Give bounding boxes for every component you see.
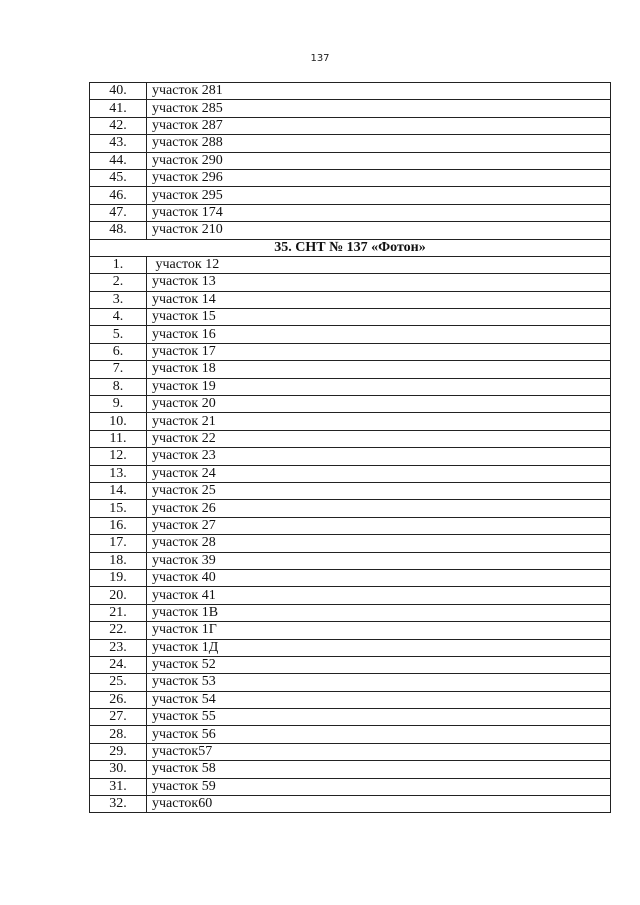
table-row xyxy=(90,413,611,430)
row-number: 22. xyxy=(90,622,147,639)
table-row xyxy=(90,83,611,100)
table-row xyxy=(90,552,611,569)
table-row xyxy=(90,430,611,447)
plot-name: участок 14 xyxy=(147,291,611,308)
row-number: 5. xyxy=(90,326,147,343)
table-row xyxy=(90,378,611,395)
table-row xyxy=(90,674,611,691)
row-number: 7. xyxy=(90,361,147,378)
plot-name: участок57 xyxy=(147,743,611,760)
plot-name: участок 12 xyxy=(147,256,611,273)
plot-name: участок 13 xyxy=(147,274,611,291)
row-number: 27. xyxy=(90,709,147,726)
plot-name: участок 23 xyxy=(147,448,611,465)
plot-name: участок 16 xyxy=(147,326,611,343)
row-number: 3. xyxy=(90,291,147,308)
plot-name: участок 59 xyxy=(147,778,611,795)
row-number: 23. xyxy=(90,639,147,656)
plots-table-body xyxy=(90,83,611,813)
row-number: 10. xyxy=(90,413,147,430)
plot-name: участок 15 xyxy=(147,309,611,326)
table-row xyxy=(90,117,611,134)
plot-name: участок 58 xyxy=(147,761,611,778)
plot-name: участок 27 xyxy=(147,517,611,534)
row-number: 31. xyxy=(90,778,147,795)
table-row xyxy=(90,274,611,291)
row-number: 2. xyxy=(90,274,147,291)
table-row xyxy=(90,152,611,169)
table-row xyxy=(90,604,611,621)
plot-name: участок 56 xyxy=(147,726,611,743)
table-row xyxy=(90,135,611,152)
table-row xyxy=(90,222,611,239)
plot-name: участок 296 xyxy=(147,169,611,186)
plot-name: участок 288 xyxy=(147,135,611,152)
table-row xyxy=(90,204,611,221)
plot-name: участок 210 xyxy=(147,222,611,239)
table-row xyxy=(90,361,611,378)
row-number: 11. xyxy=(90,430,147,447)
row-number: 6. xyxy=(90,343,147,360)
row-number: 13. xyxy=(90,465,147,482)
plot-name: участок 17 xyxy=(147,343,611,360)
table-row xyxy=(90,656,611,673)
table-row xyxy=(90,796,611,813)
plot-name: участок 1В xyxy=(147,604,611,621)
table-row xyxy=(90,743,611,760)
plot-name: участок 26 xyxy=(147,500,611,517)
row-number: 17. xyxy=(90,535,147,552)
table-row xyxy=(90,778,611,795)
table-row xyxy=(90,448,611,465)
plot-name: участок 20 xyxy=(147,396,611,413)
table-row xyxy=(90,500,611,517)
table-row xyxy=(90,691,611,708)
section-header-row xyxy=(90,239,611,256)
table-row xyxy=(90,761,611,778)
table-row xyxy=(90,309,611,326)
table-row xyxy=(90,256,611,273)
plot-name: участок 1Д xyxy=(147,639,611,656)
table-row xyxy=(90,100,611,117)
row-number: 45. xyxy=(90,169,147,186)
table-row xyxy=(90,569,611,586)
row-number: 21. xyxy=(90,604,147,621)
plot-name: участок 25 xyxy=(147,482,611,499)
row-number: 25. xyxy=(90,674,147,691)
row-number: 18. xyxy=(90,552,147,569)
row-number: 26. xyxy=(90,691,147,708)
plot-name: участок 174 xyxy=(147,204,611,221)
row-number: 47. xyxy=(90,204,147,221)
plot-name: участок 285 xyxy=(147,100,611,117)
page-number: 137 xyxy=(310,53,330,64)
row-number: 12. xyxy=(90,448,147,465)
row-number: 48. xyxy=(90,222,147,239)
row-number: 41. xyxy=(90,100,147,117)
row-number: 14. xyxy=(90,482,147,499)
plot-name: участок 41 xyxy=(147,587,611,604)
plot-name: участок 19 xyxy=(147,378,611,395)
plot-name: участок 290 xyxy=(147,152,611,169)
table-row xyxy=(90,726,611,743)
plot-name: участок 18 xyxy=(147,361,611,378)
plot-name: участок 281 xyxy=(147,83,611,100)
table-row xyxy=(90,396,611,413)
table-row xyxy=(90,639,611,656)
plots-table xyxy=(89,82,611,813)
section-title: 35. СНТ № 137 «Фотон» xyxy=(90,239,611,256)
table-row xyxy=(90,535,611,552)
table-row xyxy=(90,343,611,360)
plot-name: участок60 xyxy=(147,796,611,813)
table-row xyxy=(90,291,611,308)
row-number: 43. xyxy=(90,135,147,152)
table-row xyxy=(90,622,611,639)
row-number: 4. xyxy=(90,309,147,326)
row-number: 8. xyxy=(90,378,147,395)
row-number: 16. xyxy=(90,517,147,534)
plot-name: участок 39 xyxy=(147,552,611,569)
plot-name: участок 1Г xyxy=(147,622,611,639)
row-number: 1. xyxy=(90,256,147,273)
plot-name: участок 287 xyxy=(147,117,611,134)
table-row xyxy=(90,169,611,186)
table-row xyxy=(90,709,611,726)
plot-name: участок 53 xyxy=(147,674,611,691)
table-row xyxy=(90,465,611,482)
table-row xyxy=(90,482,611,499)
plot-name: участок 40 xyxy=(147,569,611,586)
plot-name: участок 21 xyxy=(147,413,611,430)
row-number: 19. xyxy=(90,569,147,586)
table-row xyxy=(90,517,611,534)
row-number: 42. xyxy=(90,117,147,134)
plot-name: участок 54 xyxy=(147,691,611,708)
row-number: 46. xyxy=(90,187,147,204)
plot-name: участок 55 xyxy=(147,709,611,726)
row-number: 30. xyxy=(90,761,147,778)
row-number: 15. xyxy=(90,500,147,517)
row-number: 28. xyxy=(90,726,147,743)
plot-name: участок 52 xyxy=(147,656,611,673)
plot-name: участок 295 xyxy=(147,187,611,204)
row-number: 40. xyxy=(90,83,147,100)
row-number: 24. xyxy=(90,656,147,673)
plot-name: участок 22 xyxy=(147,430,611,447)
row-number: 20. xyxy=(90,587,147,604)
row-number: 9. xyxy=(90,396,147,413)
row-number: 32. xyxy=(90,796,147,813)
plot-name: участок 24 xyxy=(147,465,611,482)
table-row xyxy=(90,187,611,204)
table-row xyxy=(90,326,611,343)
row-number: 44. xyxy=(90,152,147,169)
table-row xyxy=(90,587,611,604)
row-number: 29. xyxy=(90,743,147,760)
plot-name: участок 28 xyxy=(147,535,611,552)
